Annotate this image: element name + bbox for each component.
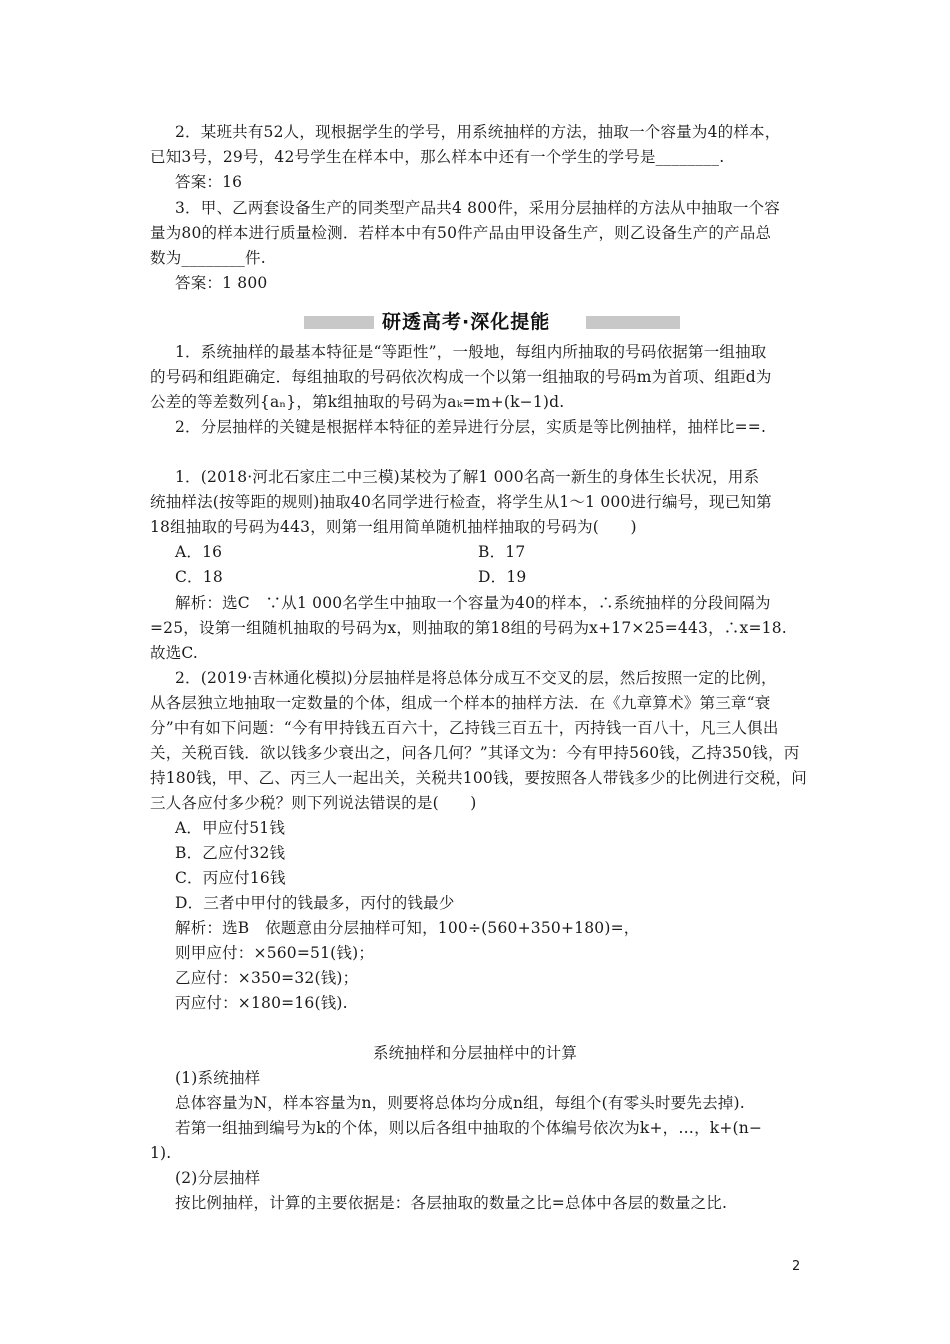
example-2-option-a: A．甲应付51钱	[175, 819, 286, 837]
example-2-solution-line-4: 丙应付：×180=16(钱).	[175, 994, 348, 1012]
question-3-line-1: 3．甲、乙两套设备生产的同类型产品共4 800件，采用分层抽样的方法从中抽取一个容	[175, 199, 780, 217]
example-1-option-d: D．19	[478, 568, 527, 586]
section-banner	[0, 309, 950, 335]
page-number: 2	[792, 1259, 801, 1274]
example-1-solution-line-1: 解析：选C ∵从1 000名学生中抽取一个容量为40的样本，∴系统抽样的分段间隔为	[175, 594, 771, 612]
example-1-option-b: B．17	[478, 543, 526, 561]
example-2-option-b: B．乙应付32钱	[175, 844, 286, 862]
example-1-line-1: 1．(2018·河北石家庄二中三模)某校为了解1 000名高一新生的身体生长状况，用系	[175, 468, 760, 486]
example-2-line-6: 三人各应付多少税？则下列说法错误的是( )	[150, 794, 477, 812]
note-1-line-1: 1．系统抽样的最基本特征是“等距性”，一般地，每组内所抽取的号码依据第一组抽取	[175, 343, 767, 361]
summary-paragraph-3: 按比例抽样，计算的主要依据是：各层抽取的数量之比=总体中各层的数量之比.	[175, 1194, 728, 1212]
summary-heading-1: (1)系统抽样	[175, 1069, 261, 1087]
example-2-solution-line-2: 则甲应付：×560=51(钱)；	[175, 944, 375, 962]
summary-paragraph-2-line-2: 1).	[150, 1144, 172, 1162]
question-2-line-2: 已知3号，29号，42号学生在样本中，那么样本中还有一个学生的学号是________.	[150, 148, 725, 166]
question-2-line-1: 2．某班共有52人，现根据学生的学号，用系统抽样的方法，抽取一个容量为4的样本，	[175, 123, 781, 141]
example-2-line-5: 持180钱，甲、乙、丙三人一起出关，关税共100钱，要按照各人带钱多少的比例进行交税，问	[150, 769, 807, 787]
summary-heading-2: (2)分层抽样	[175, 1169, 261, 1187]
example-2-solution-line-1: 解析：选B 依题意由分层抽样可知，100÷(560+350+180)=，	[175, 919, 640, 937]
question-3-answer: 答案：1 800	[175, 274, 268, 292]
example-1-solution-line-2: =25，设第一组随机抽取的号码为x，则抽取的第18组的号码为x+17×25=443，∴x=18.	[150, 619, 787, 637]
example-2-option-d: D．三者中甲付的钱最多，丙付的钱最少	[175, 894, 455, 912]
example-1-line-3: 18组抽取的号码为443，则第一组用简单随机抽样抽取的号码为( )	[150, 518, 637, 536]
example-1-option-c: C．18	[175, 568, 223, 586]
banner-right-bar	[586, 316, 680, 329]
summary-paragraph-1: 总体容量为N，样本容量为n，则要将总体均分成n组，每组个(有零头时要先去掉).	[175, 1094, 745, 1112]
example-2-solution-line-3: 乙应付：×350=32(钱)；	[175, 969, 359, 987]
summary-title: 系统抽样和分层抽样中的计算	[372, 1044, 578, 1062]
summary-paragraph-2-line-1: 若第一组抽到编号为k的个体，则以后各组中抽取的个体编号依次为k+，…，k+(n−	[175, 1119, 763, 1137]
question-3-line-3: 数为________件.	[150, 249, 266, 267]
note-1-line-2: 的号码和组距确定．每组抽取的号码依次构成一个以第一组抽取的号码m为首项、组距d为	[150, 368, 772, 386]
example-1-option-a: A．16	[175, 543, 223, 561]
note-1-line-3: 公差的等差数列{aₙ}，第k组抽取的号码为aₖ=m+(k−1)d.	[150, 393, 565, 411]
example-2-option-c: C．丙应付16钱	[175, 869, 286, 887]
note-2-line-1: 2．分层抽样的关键是根据样本特征的差异进行分层，实质是等比例抽样，抽样比==.	[175, 418, 767, 436]
question-2-answer: 答案：16	[175, 173, 243, 191]
banner-left-bar	[304, 316, 374, 329]
banner-title: 研透高考·深化提能	[382, 311, 551, 333]
example-1-line-2: 统抽样法(按等距的规则)抽取40名同学进行检查，将学生从1～1 000进行编号，现已知第	[150, 493, 772, 511]
example-2-line-3: 分”中有如下问题：“今有甲持钱五百六十，乙持钱三百五十，丙持钱一百八十，凡三人俱出	[150, 719, 779, 737]
example-2-line-2: 从各层独立地抽取一定数量的个体，组成一个样本的抽样方法．在《九章算术》第三章“衰	[150, 694, 771, 712]
example-2-line-1: 2．(2019·吉林通化模拟)分层抽样是将总体分成互不交叉的层，然后按照一定的比例，	[175, 669, 777, 687]
example-2-line-4: 关，关税百钱．欲以钱多少衰出之，问各几何？”其译文为：今有甲持560钱，乙持350钱，丙	[150, 744, 800, 762]
question-3-line-2: 量为80的样本进行质量检测．若样本中有50件产品由甲设备生产，则乙设备生产的产品总	[150, 224, 772, 242]
example-1-solution-line-3: 故选C.	[150, 644, 199, 662]
